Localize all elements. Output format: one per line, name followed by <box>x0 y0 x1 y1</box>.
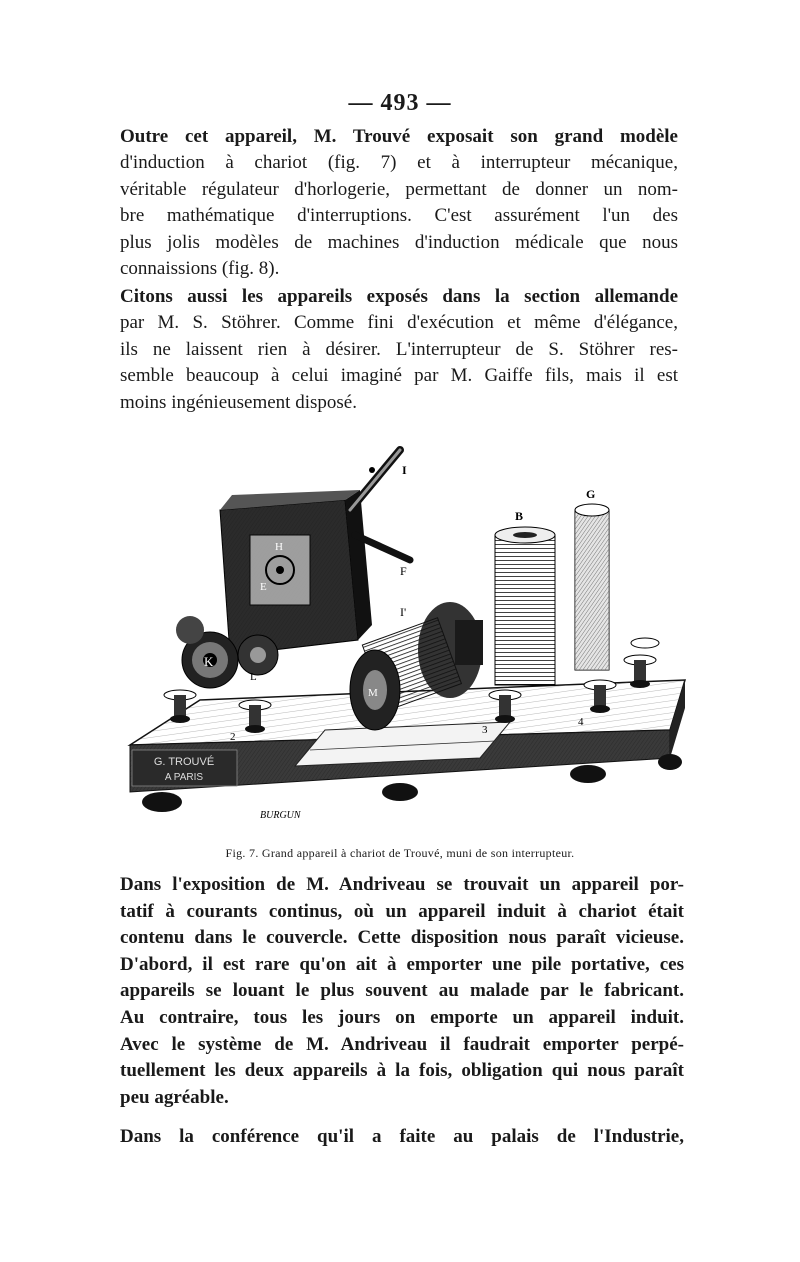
text-line: semble beaucoup à celui imaginé par M. Gaiffe fils, mais il est <box>120 365 678 387</box>
text-line: D'abord, il est rare qu'on ait à emporter une pile portative, ces <box>120 953 684 975</box>
text-line: peu agréable. <box>120 1086 229 1108</box>
label-i-prime: I' <box>400 605 407 619</box>
paragraph-conference <box>120 1124 684 1151</box>
label-g: G <box>586 487 596 501</box>
text-line: Dans la conférence qu'il a faite au palais de l'Industrie, <box>120 1126 684 1147</box>
label-f: F <box>400 564 407 578</box>
label-3: 3 <box>482 724 488 736</box>
page-number: — 493 — <box>348 90 452 116</box>
label-i: I <box>402 463 407 477</box>
maker-plate-line2: A PARIS <box>164 772 204 783</box>
label-2: 2 <box>230 731 236 743</box>
text-line: contenu dans le couvercle. Cette disposition nous paraît vicieuse. <box>120 927 684 949</box>
text-line: moins ingénieusement disposé. <box>120 391 357 413</box>
label-4: 4 <box>578 716 584 728</box>
label-k: K <box>204 654 214 669</box>
rod-g <box>575 487 609 670</box>
paragraph-stohrer <box>120 284 678 416</box>
maker-plate-line1: G. TROUVÉ <box>153 756 215 768</box>
label-b: B <box>515 509 524 523</box>
engraver-signature: BURGUN <box>260 810 301 821</box>
label-h: H <box>275 541 283 553</box>
text-line: par M. S. Stöhrer. Comme fini d'exécution et même d'élégance, <box>120 312 678 334</box>
induction-apparatus-engraving <box>110 440 690 840</box>
label-l: L <box>250 671 257 683</box>
text-line: appareils se louant le plus souvent au malade par le fabricant. <box>120 980 684 1002</box>
coil-b <box>495 509 555 685</box>
figure-caption: Fig. 7. Grand appareil à chariot de Trouvé, muni de son interrupteur. <box>225 846 575 860</box>
interrupter-box <box>220 450 410 655</box>
text-line: tuellement les deux appareils à la fois, obligation qui nous paraît <box>120 1060 684 1082</box>
text-line: Avec le système de M. Andriveau il faudrait emporter perpé- <box>120 1033 684 1055</box>
text-line: connaissions (fig. 8). <box>120 258 280 280</box>
text-line: Dans l'exposition de M. Andriveau se trouvait un appareil por- <box>120 874 684 895</box>
text-line: bre mathématique d'interruptions. C'est assurément l'un des <box>120 205 678 227</box>
label-e: E <box>260 581 267 593</box>
text-line: plus jolis modèles de machines d'induction médicale que nous <box>120 231 678 253</box>
text-line: tatif à courants continus, où un appareil induit à chariot était <box>120 900 684 922</box>
label-m: M <box>368 687 378 699</box>
text-line: Citons aussi les appareils exposés dans la section allemande <box>120 286 678 307</box>
paragraph-andriveau <box>120 872 684 1111</box>
paragraph-trouve <box>120 124 678 282</box>
text-line: Outre cet appareil, M. Trouvé exposait son grand modèle <box>120 126 678 147</box>
text-line: véritable régulateur d'horlogerie, permettant de donner un nom- <box>120 178 678 200</box>
text-line: ils ne laissent rien à désirer. L'interrupteur de S. Stöhrer res- <box>120 338 678 360</box>
text-line: d'induction à chariot (fig. 7) et à interrupteur mécanique, <box>120 152 678 174</box>
text-line: Au contraire, tous les jours on emporte un appareil induit. <box>120 1006 684 1028</box>
